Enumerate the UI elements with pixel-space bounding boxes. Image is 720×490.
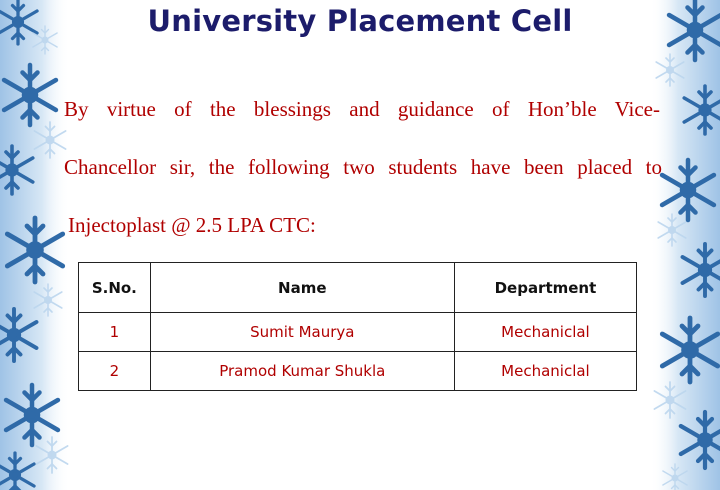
header-name: Name bbox=[150, 263, 454, 313]
left-snowflake-border bbox=[0, 0, 70, 490]
header-sno: S.No. bbox=[79, 263, 151, 313]
cell-department: Mechaniclal bbox=[454, 313, 636, 352]
cell-sno: 2 bbox=[79, 352, 151, 391]
cell-sno: 1 bbox=[79, 313, 151, 352]
table-row bbox=[79, 352, 637, 391]
announcement-line-3: Injectoplast @ 2.5 LPA CTC: bbox=[68, 213, 316, 237]
cell-department: Mechaniclal bbox=[454, 352, 636, 391]
right-snowflake-border bbox=[650, 0, 720, 490]
announcement-line-2: Chancellor sir, the following two students have been placed to bbox=[64, 155, 662, 179]
cell-name: Sumit Maurya bbox=[150, 313, 454, 352]
table-row bbox=[79, 313, 637, 352]
snowflake-border-art bbox=[0, 0, 70, 490]
cell-name: Pramod Kumar Shukla bbox=[150, 352, 454, 391]
header-department: Department bbox=[454, 263, 636, 313]
table-header-row bbox=[79, 263, 637, 313]
placement-table bbox=[78, 262, 637, 391]
snowflake-border-art bbox=[650, 0, 720, 490]
page-title: University Placement Cell bbox=[147, 4, 573, 38]
announcement-line-1: By virtue of the blessings and guidance of Hon’ble Vice- bbox=[64, 97, 660, 121]
